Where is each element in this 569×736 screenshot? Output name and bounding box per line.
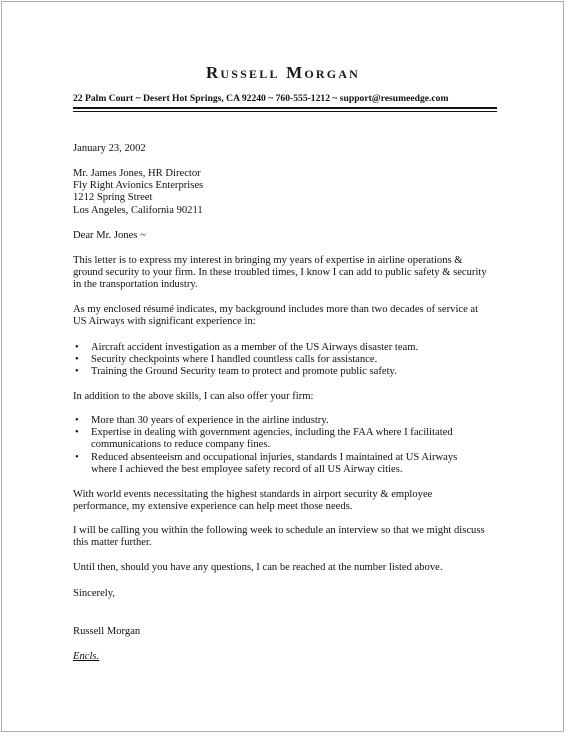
paragraph-line: in the transportation industry. [73,279,198,291]
signature-name: Russell Morgan [73,626,141,637]
bullet-icon: • [75,342,79,353]
header-rule-thick [73,107,497,109]
list-item: • Security checkpoints where I handled countless calls for assistance. [75,354,378,366]
recipient-address [73,168,503,217]
bullet-icon: • [75,415,79,426]
closing: Sincerely, [73,588,115,599]
paragraph-additional: In addition to the above skills, I can also offer your firm: [73,391,314,402]
offer-list [73,415,503,476]
header-rule-thin [73,111,497,112]
paragraph-background [73,304,503,328]
paragraph-line: this matter further. [73,537,152,549]
list-item: • More than 30 years of experience in the airline industry. [75,415,329,426]
experience-list [73,342,503,379]
recipient-line: Los Angeles, California 90211 [73,204,203,216]
salutation: Dear Mr. Jones ~ [73,230,146,241]
recipient-line: Mr. James Jones, HR Director [73,168,201,179]
recipient-line: Fly Right Avionics Enterprises [73,180,204,192]
bullet-icon: • [75,451,79,463]
bullet-icon: • [75,427,79,439]
paragraph-follow-up [73,525,503,549]
enclosure-line [73,651,503,663]
letter-date: January 23, 2002 [73,143,146,154]
enclosure-note: Encls. [73,651,100,662]
paragraph-interest [73,255,503,292]
paragraph-line: performance, my extensive experience can help meet those needs. [73,501,353,513]
list-item: • Reduced absenteeism and occupational injuries, standards I maintained at US Airways where I achieved the best employee safety record of all US Airway cities. [75,451,458,475]
bullet-icon: • [75,366,79,378]
paragraph-line: With world events necessitating the highest standards in airport security & employee [73,489,433,500]
list-item: • Aircraft accident investigation as a member of the US Airways disaster team. [75,342,419,353]
bullet-icon: • [75,354,79,366]
paragraph-world-events [73,489,503,513]
paragraph-contact: Until then, should you have any questions, I can be reached at the number listed above. [73,562,443,573]
paragraph-line: As my enclosed résumé indicates, my background includes more than two decades of service at [73,304,479,315]
paragraph-line: This letter is to express my interest in bringing my years of expertise in airline operations & [73,255,463,266]
paragraph-line: US Airways with significant experience in: [73,316,256,328]
list-item: • Expertise in dealing with government agencies, including the FAA where I facilitated communications to reduce company fines. [75,427,453,451]
paragraph-line: ground security to your firm. In these troubled times, I know I can add to public safety & security [73,267,487,279]
list-item: • Training the Ground Security team to protect and promote public safety. [75,366,397,378]
sender-contact-line: 22 Palm Court ~ Desert Hot Springs, CA 92240 ~ 760-555-1212 ~ support@resumeedge.com [73,93,449,104]
sender-name: Russell Morgan [205,63,361,82]
paragraph-line: I will be calling you within the following week to schedule an interview so that we might discuss [73,525,485,536]
recipient-line: 1212 Spring Street [73,192,153,204]
